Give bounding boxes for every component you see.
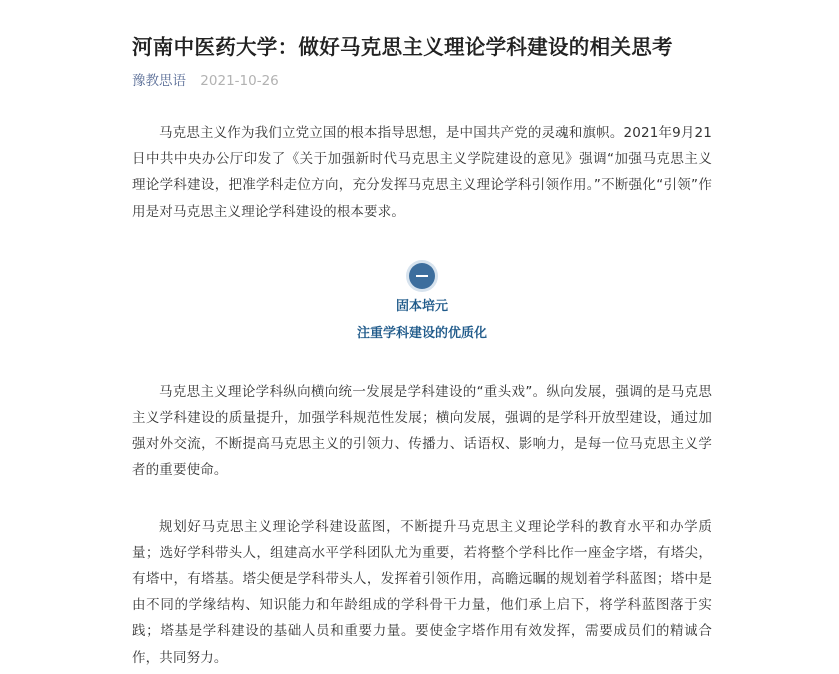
article-title: 河南中医药大学：做好马克思主义理论学科建设的相关思考 (132, 35, 673, 59)
account-name-link[interactable]: 豫教思语 (132, 73, 186, 89)
paragraph-1: 马克思主义作为我们立党立国的根本指导思想，是中国共产党的灵魂和旗帜。2021年9月21日中共中央办公厅印发了《关于加强新时代马克思主义学院建设的意见》强调“加强马克思主义理论学科建设，把准学科走位方向，充分发挥马克思主义理论学科引领作用。”不断强化“引领”作用是对马克思主义理论学科建设的根本要求。 (132, 125, 712, 220)
article-meta (132, 71, 712, 91)
article-body (132, 0, 712, 671)
section-header (132, 263, 712, 344)
minus-icon (409, 263, 435, 289)
section-subheading: 注重学科建设的优质化 (356, 325, 487, 341)
publish-date: 2021-10-26 (200, 73, 279, 89)
paragraph-2: 马克思主义理论学科纵向横向统一发展是学科建设的“重头戏”。纵向发展，强调的是马克思主义学科建设的质量提升，加强学科规范性发展；横向发展，强调的是学科开放型建设，通过加强对外交流，不断提高马克思主义的引领力、传播力、话语权、影响力，是每一位马克思主义学者的重要使命。 (132, 383, 712, 479)
badge-glyph (416, 275, 428, 277)
paragraph-3: 规划好马克思主义理论学科建设蓝图，不断提升马克思主义理论学科的教育水平和办学质量；选好学科带头人，组建高水平学科团队尤为重要，若将整个学科比作一座金字塔，有塔尖，有塔中，有塔基。塔尖便是学科带头人，发挥着引领作用，高瞻远瞩的规划着学科蓝图；塔中是由不同的学缘结构、知识能力和年龄组成的学科骨干力量，他们承上启下，将学科蓝图落于实践；塔基是学科建设的基础人员和重要力量。要使金字塔作用有效发挥，需要成员们的精诚合作，共同努力。 (132, 518, 712, 666)
section-heading: 固本培元 (395, 298, 448, 314)
